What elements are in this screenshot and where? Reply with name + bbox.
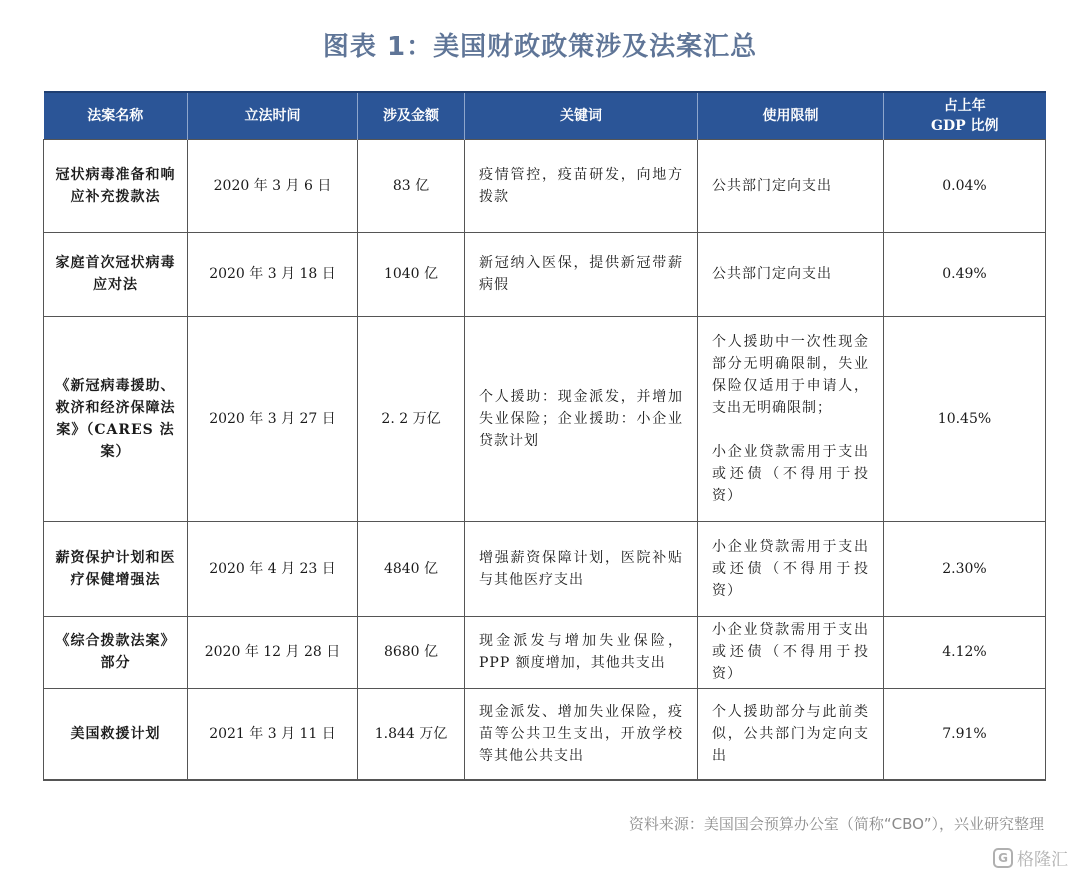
header-gdp-line1: 占上年 <box>943 97 986 114</box>
row-limits <box>698 232 884 316</box>
row-keywords: 现金派发与增加失业保险，PPP 额度增加，其他共支出 <box>465 616 698 688</box>
watermark-text: 格隆汇 <box>1017 850 1068 870</box>
row-limit-text: 个人援助部分与此前类似，公共部门为定向支出 <box>712 703 869 764</box>
row-keywords: 个人援助：现金派发，并增加失业保险；企业援助：小企业贷款计划 <box>465 316 698 521</box>
row-limit-text: 个人援助中一次性现金部分无明确限制，失业保险仅适用于申请人，支出无明确限制； <box>712 333 869 416</box>
legislation-table <box>43 91 1046 781</box>
row-limits <box>698 688 884 780</box>
row-limits <box>698 616 884 688</box>
row-amount: 8680 亿 <box>358 616 465 688</box>
table-header-row <box>44 92 1046 139</box>
row-limits <box>698 139 884 232</box>
row-gdp: 7.91% <box>884 688 1046 780</box>
row-gdp: 0.49% <box>884 232 1046 316</box>
row-name: 冠状病毒准备和响应补充拨款法 <box>44 139 188 232</box>
header-gdp-line2: GDP 比例 <box>931 117 999 134</box>
row-amount: 4840 亿 <box>358 521 465 616</box>
row-limits <box>698 521 884 616</box>
row-date: 2021 年 3 月 11 日 <box>188 688 358 780</box>
row-date: 2020 年 3 月 18 日 <box>188 232 358 316</box>
table-row <box>44 521 1046 616</box>
row-limit-text: 公共部门定向支出 <box>712 177 832 194</box>
row-gdp: 10.45% <box>884 316 1046 521</box>
row-limit-text-2: 小企业贷款需用于支出或还债（不得用于投资） <box>712 443 869 504</box>
table-row <box>44 616 1046 688</box>
table-row <box>44 316 1046 521</box>
watermark <box>993 845 1068 870</box>
row-amount: 2. 2 万亿 <box>358 316 465 521</box>
row-gdp: 2.30% <box>884 521 1046 616</box>
row-keywords: 新冠纳入医保，提供新冠带薪病假 <box>465 232 698 316</box>
header-keywords: 关键词 <box>465 92 698 139</box>
row-name: 家庭首次冠状病毒应对法 <box>44 232 188 316</box>
row-name: 美国救援计划 <box>44 688 188 780</box>
source-note: 资料来源：美国国会预算办公室（简称“CBO”），兴业研究整理 <box>628 815 1044 833</box>
legislation-table-container <box>43 91 1045 781</box>
row-amount: 1.844 万亿 <box>358 688 465 780</box>
page-title: 图表 1：美国财政政策涉及法案汇总 <box>322 32 758 62</box>
row-gdp: 0.04% <box>884 139 1046 232</box>
row-amount: 1040 亿 <box>358 232 465 316</box>
row-date: 2020 年 3 月 27 日 <box>188 316 358 521</box>
gelonghui-logo-icon: G <box>993 848 1013 868</box>
row-date: 2020 年 3 月 6 日 <box>188 139 358 232</box>
row-amount: 83 亿 <box>358 139 465 232</box>
header-date: 立法时间 <box>188 92 358 139</box>
row-date: 2020 年 12 月 28 日 <box>188 616 358 688</box>
row-limits <box>698 316 884 521</box>
row-name: 《新冠病毒援助、救济和经济保障法案》（CARES 法案） <box>44 316 188 521</box>
header-gdp <box>884 92 1046 139</box>
row-gdp: 4.12% <box>884 616 1046 688</box>
row-limit-text: 小企业贷款需用于支出或还债（不得用于投资） <box>712 538 869 599</box>
row-keywords: 疫情管控，疫苗研发，向地方拨款 <box>465 139 698 232</box>
row-date: 2020 年 4 月 23 日 <box>188 521 358 616</box>
row-limit-text: 公共部门定向支出 <box>712 266 832 282</box>
table-row <box>44 232 1046 316</box>
header-name: 法案名称 <box>87 107 144 124</box>
row-name: 薪资保护计划和医疗保健增强法 <box>44 521 188 616</box>
row-limit-text: 小企业贷款需用于支出或还债（不得用于投资） <box>712 622 869 682</box>
table-row <box>44 139 1046 232</box>
row-keywords: 增强薪资保障计划，医院补贴与其他医疗支出 <box>465 521 698 616</box>
header-amount: 涉及金额 <box>358 92 465 139</box>
row-name: 《综合拨款法案》部分 <box>44 616 188 688</box>
table-row <box>44 688 1046 780</box>
row-keywords: 现金派发、增加失业保险，疫苗等公共卫生支出，开放学校等其他公共支出 <box>465 688 698 780</box>
header-limits: 使用限制 <box>698 92 884 139</box>
